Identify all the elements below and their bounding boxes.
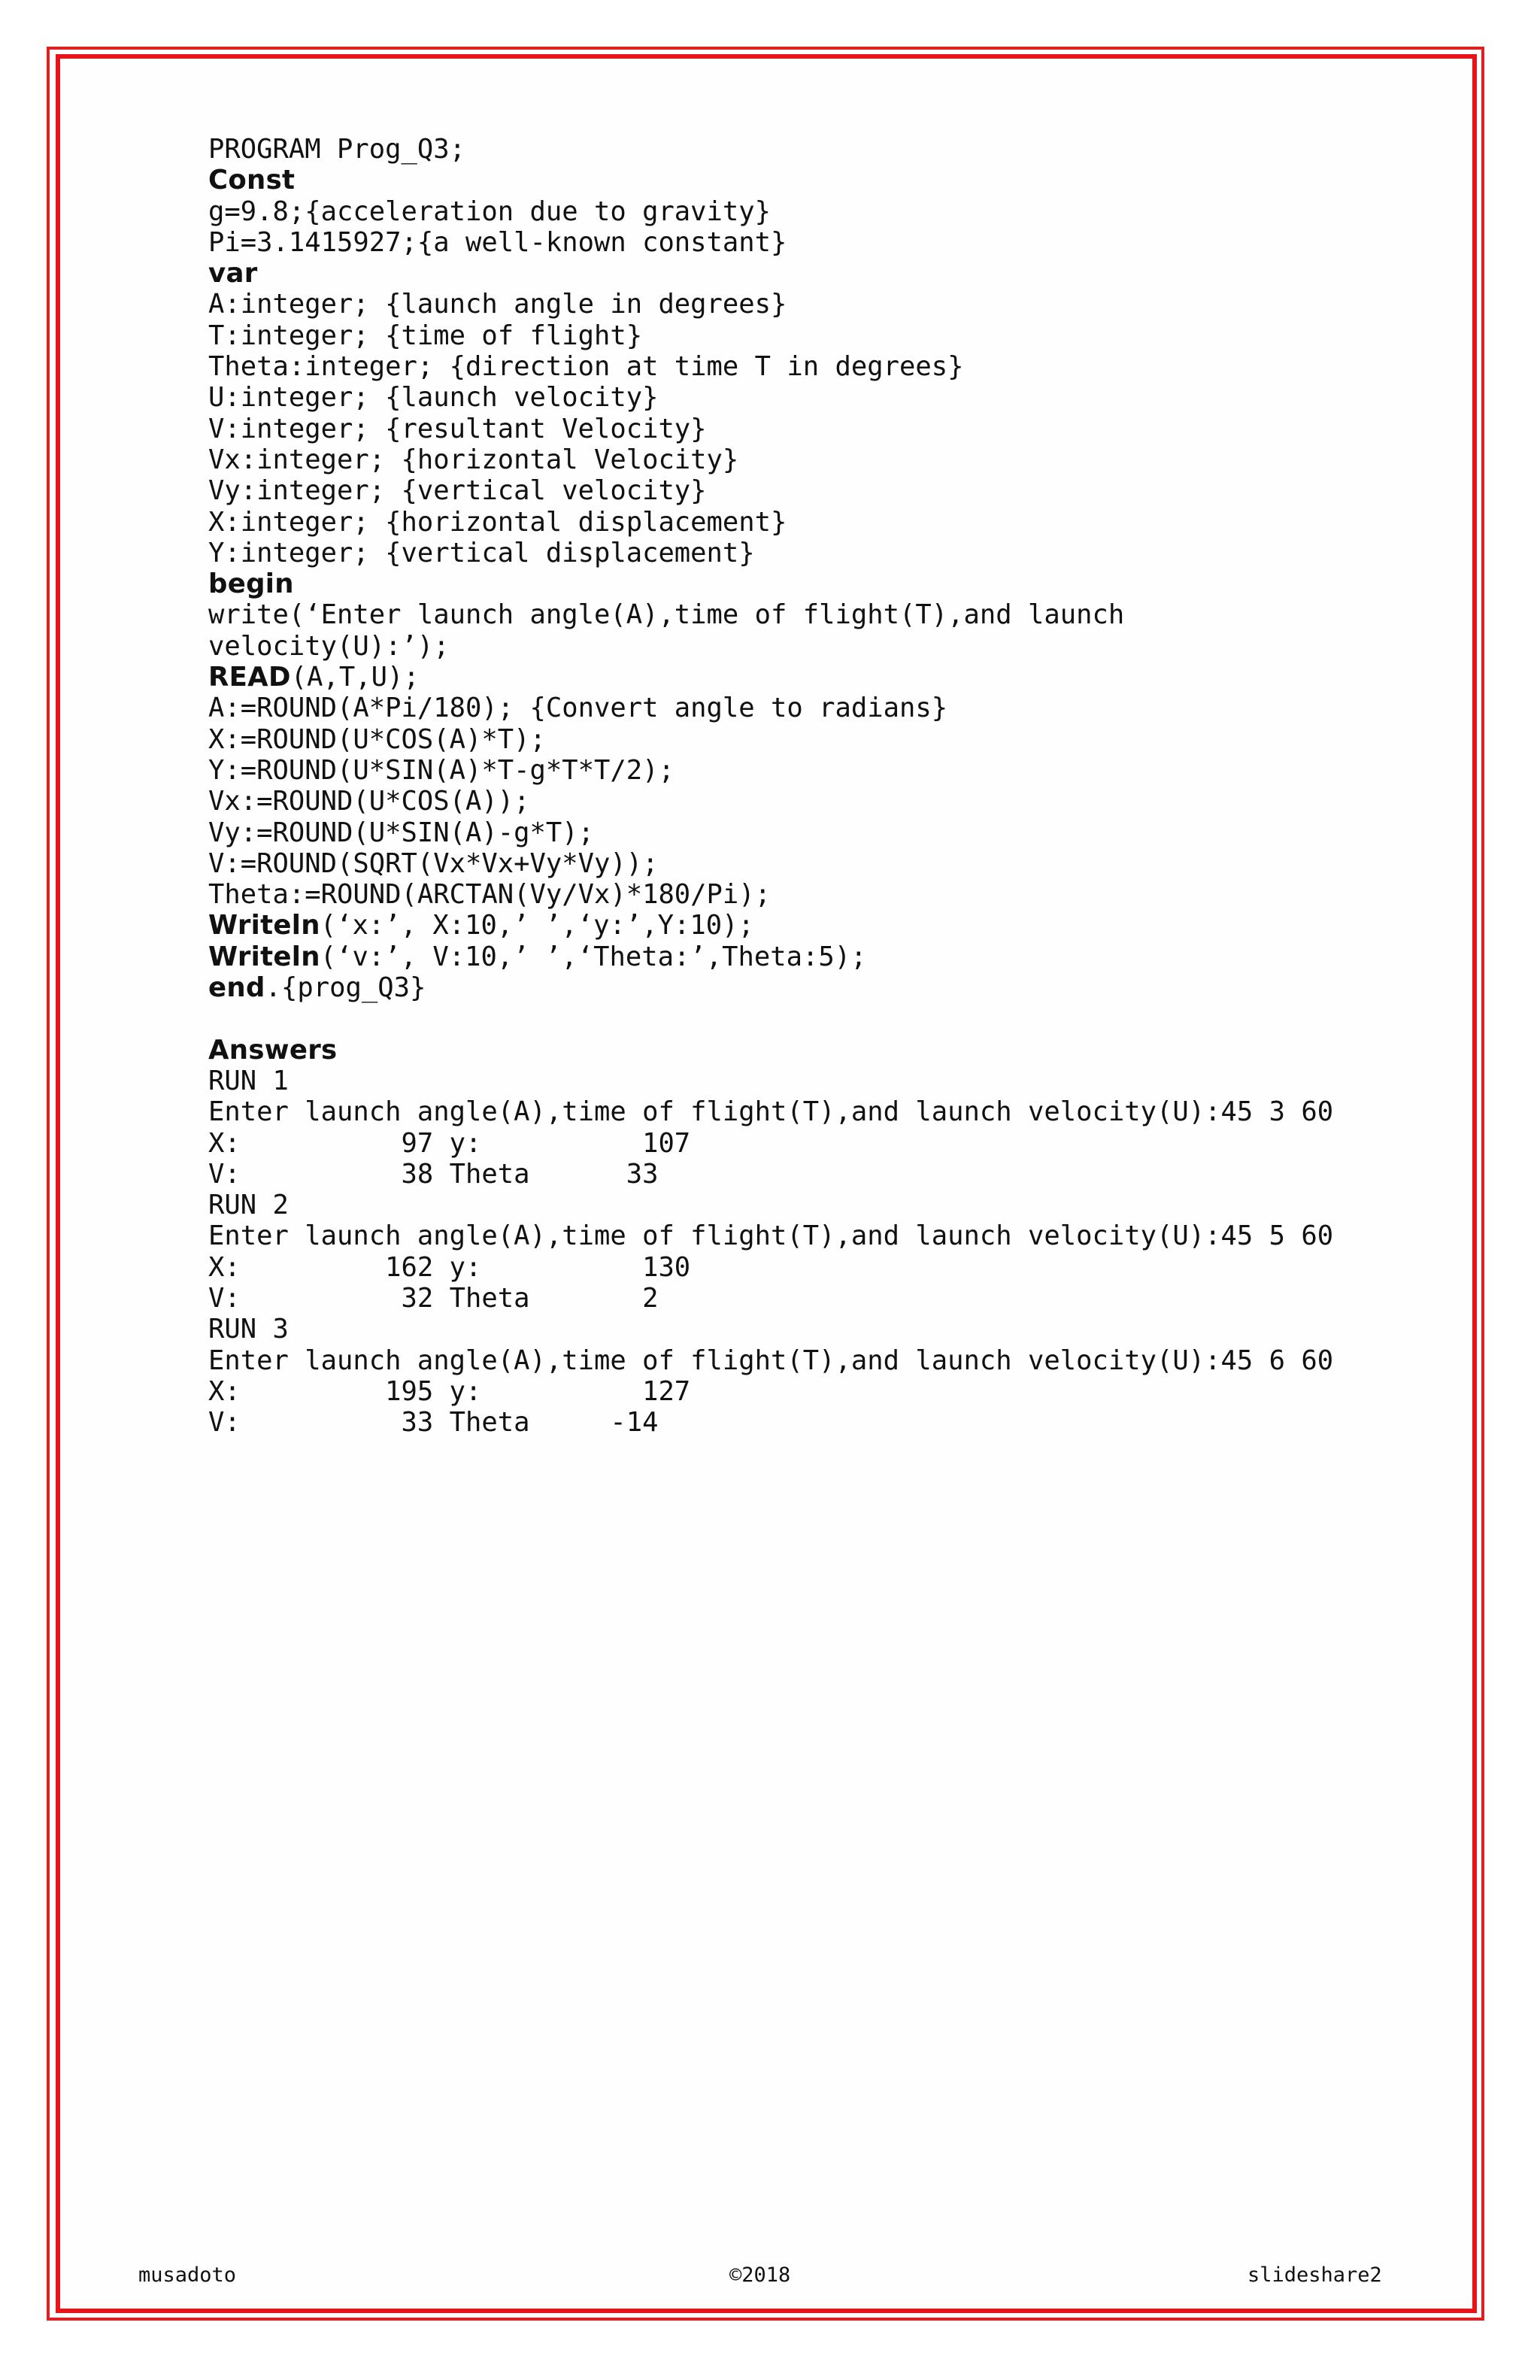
code-text: write(‘Enter launch angle(A),time of flight(T),and launch: [208, 599, 1125, 631]
code-text: X: 97 y: 107: [208, 1127, 691, 1159]
code-text: X: 162 y: 130: [208, 1251, 691, 1283]
code-text: V: 38 Theta 33: [208, 1158, 659, 1190]
code-line: [208, 414, 1441, 444]
code-text: A:integer; {launch angle in degrees}: [208, 289, 787, 320]
code-line: [208, 879, 1441, 910]
code-line: [208, 165, 1441, 196]
footer-source: slideshare2: [1247, 2263, 1382, 2287]
code-line: [208, 848, 1441, 879]
code-text: V:=ROUND(SQRT(Vx*Vx+Vy*Vy));: [208, 847, 659, 879]
code-text: U:integer; {launch velocity}: [208, 382, 659, 414]
code-line: [208, 568, 1441, 599]
code-line: [208, 1407, 1441, 1438]
code-text: Vy:integer; {vertical velocity}: [208, 475, 707, 507]
code-line: [208, 507, 1441, 538]
code-keyword: Answers: [208, 1034, 338, 1066]
code-keyword: Const: [208, 165, 296, 196]
code-text: Pi=3.1415927;{a well-known constant}: [208, 226, 787, 258]
program-listing: [208, 134, 1441, 1438]
code-text: (‘v:’, V:10,’ ’,‘Theta:’,Theta:5);: [320, 941, 867, 972]
code-line: [208, 1035, 1441, 1066]
code-text: A:=ROUND(A*Pi/180); {Convert angle to radians}: [208, 693, 948, 724]
code-text: Y:=ROUND(U*SIN(A)*T-g*T*T/2);: [208, 754, 675, 786]
code-text: (‘x:’, X:10,’ ’,‘y:’,Y:10);: [320, 910, 754, 941]
code-line: [208, 910, 1441, 941]
code-line: [208, 1159, 1441, 1190]
code-line: [208, 724, 1441, 755]
code-line: [208, 972, 1441, 1003]
code-line: [208, 538, 1441, 568]
code-text: RUN 1: [208, 1065, 289, 1096]
footer-author: musadoto: [138, 2263, 237, 2287]
code-line: [208, 1376, 1441, 1407]
code-text: RUN 3: [208, 1314, 289, 1345]
code-line: [208, 786, 1441, 817]
code-text: Vx:integer; {horizontal Velocity}: [208, 444, 739, 475]
code-line: [208, 1314, 1441, 1345]
code-line: [208, 475, 1441, 506]
code-line: [208, 941, 1441, 972]
code-line: [208, 351, 1441, 382]
code-keyword: var: [208, 258, 258, 290]
code-line: [208, 1096, 1441, 1127]
code-text: PROGRAM Prog_Q3;: [208, 134, 465, 165]
code-line: [208, 1220, 1441, 1251]
code-line: [208, 444, 1441, 475]
code-text: Vy:=ROUND(U*SIN(A)-g*T);: [208, 817, 594, 848]
code-text: Enter launch angle(A),time of flight(T),and launch velocity(U):45 3 60: [208, 1096, 1334, 1128]
code-text: X: 195 y: 127: [208, 1375, 691, 1407]
code-line: [208, 320, 1441, 351]
code-line: [208, 134, 1441, 165]
code-text: velocity(U):’);: [208, 630, 450, 662]
code-text: V: 33 Theta -14: [208, 1407, 659, 1439]
code-line: [208, 196, 1441, 227]
code-text: Vx:=ROUND(U*COS(A));: [208, 786, 530, 817]
code-line: [208, 382, 1441, 413]
code-text: .{prog_Q3}: [265, 972, 426, 1004]
code-text: (A,T,U);: [290, 662, 420, 693]
code-text: Enter launch angle(A),time of flight(T),and launch velocity(U):45 6 60: [208, 1345, 1334, 1376]
code-text: RUN 2: [208, 1190, 289, 1221]
code-line: [208, 693, 1441, 723]
code-keyword: Writeln: [208, 910, 320, 941]
code-keyword: READ: [208, 662, 291, 693]
code-text: V:integer; {resultant Velocity}: [208, 413, 707, 444]
code-line: [208, 1003, 1441, 1034]
code-keyword: end: [208, 972, 265, 1004]
code-line: [208, 1066, 1441, 1096]
code-line: [208, 662, 1441, 693]
code-line: [208, 631, 1441, 662]
code-text: X:integer; {horizontal displacement}: [208, 506, 787, 538]
code-text: Theta:=ROUND(ARCTAN(Vy/Vx)*180/Pi);: [208, 879, 772, 911]
code-text: Theta:integer; {direction at time T in degrees}: [208, 351, 964, 383]
code-keyword: Writeln: [208, 941, 320, 972]
code-line: [208, 258, 1441, 289]
code-text: V: 32 Theta 2: [208, 1282, 659, 1314]
code-line: [208, 1345, 1441, 1376]
code-line: [208, 1128, 1441, 1159]
code-line: [208, 599, 1441, 630]
footer-copyright: ©2018: [729, 2263, 791, 2287]
code-text: T:integer; {time of flight}: [208, 320, 643, 351]
code-line: [208, 289, 1441, 320]
code-text: Enter launch angle(A),time of flight(T),and launch velocity(U):45 5 60: [208, 1220, 1334, 1252]
code-text: Y:integer; {vertical displacement}: [208, 537, 755, 568]
code-text: X:=ROUND(U*COS(A)*T);: [208, 723, 546, 755]
code-line: [208, 1252, 1441, 1283]
code-text: g=9.8;{acceleration due to gravity}: [208, 196, 772, 227]
code-line: [208, 817, 1441, 848]
code-line: [208, 1283, 1441, 1314]
code-line: [208, 227, 1441, 258]
code-line: [208, 1190, 1441, 1220]
code-keyword: begin: [208, 568, 294, 600]
code-line: [208, 755, 1441, 786]
